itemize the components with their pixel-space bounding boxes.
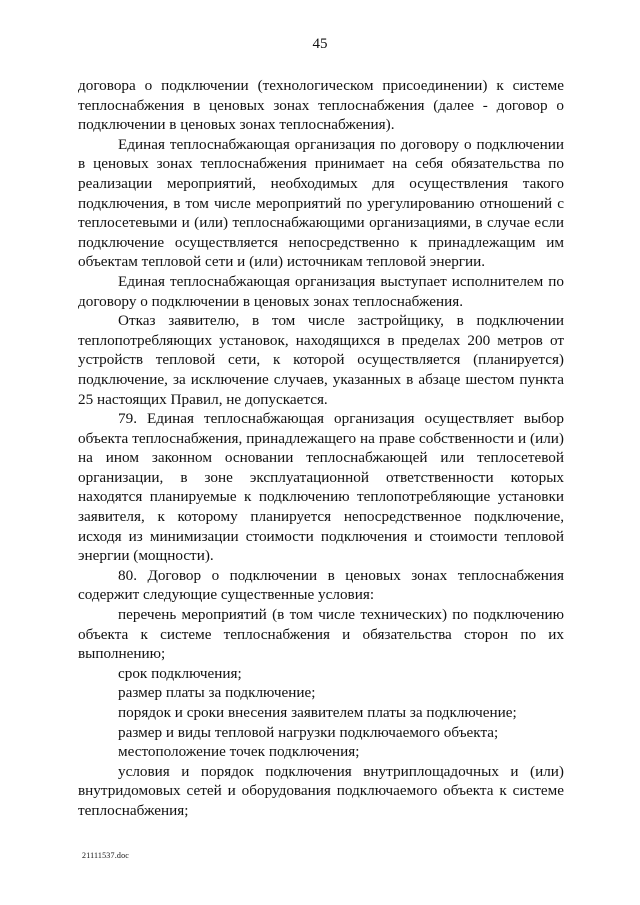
document-body [78,76,564,821]
paragraph-refusal: Отказ заявителю, в том числе застройщику, в подключении теплопотребляющих установок, находящихся в пределах 200 метров от устройств тепловой сети, к которой осуществляется (планируется) подключение, за исключение случаев, указанных в абзаце шестом пункта 25 настоящих Правил, не допускается. [78,312,564,408]
paragraph-obligations: Единая теплоснабжающая организация по договору о подключении в ценовых зонах теплоснабжения принимает на себя обязательства по реализации мероприятий, необходимых для осуществления такого подключения, в том числе мероприятий по урегулированию отношений с теплосетевыми и (или) теплоснабжающими организациями, в случае если подключение осуществляется непосредственно к принадлежащим им объектам тепловой сети и (или) источникам тепловой энергии. [78,135,564,271]
paragraph-executor: Единая теплоснабжающая организация выступает исполнителем по договору о подключении в ценовых зонах теплоснабжения. [78,272,564,310]
paragraph-continuation: договора о подключении (технологическом присоединении) к системе теплоснабжения в ценовых зонах теплоснабжения (далее - договор о подключении в ценовых зонах теплоснабжения). [78,77,564,134]
list-item-fee-procedure: порядок и сроки внесения заявителем платы за подключение; [118,704,517,721]
list-item-connection-points: местоположение точек подключения; [118,743,360,761]
list-item-measures: перечень мероприятий (в том числе технических) по подключению объекта к системе теплоснабжения и обязательства сторон по их выполнению; [78,606,564,663]
paragraph-item-80: 80. Договор о подключении в ценовых зонах теплоснабжения содержит следующие существенные условия: [78,566,564,604]
list-item-connection-conditions: условия и порядок подключения внутриплощадочных и (или) внутридомовых сетей и оборудования подключаемого объекта к системе теплоснабжения; [78,762,564,819]
list-item-fee-amount: размер платы за подключение; [118,684,316,702]
footer-doc-code: 21111537.doc [82,851,130,860]
paragraph-item-79: 79. Единая теплоснабжающая организация осуществляет выбор объекта теплоснабжения, принадлежащего на праве собственности и (или) на ином законном основании теплоснабжающей или теплосетевой организации, в зоне эксплуатационной ответственности которых находятся планируемые к подключению теплопотребляющие установки заявителя, к которому планируется непосредственное подключение, исходя из минимизации стоимости подключения и стоимости тепловой энергии (мощности). [78,410,564,565]
list-item-heat-load: размер и виды тепловой нагрузки подключаемого объекта; [118,723,499,741]
list-item-term: срок подключения; [118,664,242,682]
page-number: 45 [312,36,328,52]
